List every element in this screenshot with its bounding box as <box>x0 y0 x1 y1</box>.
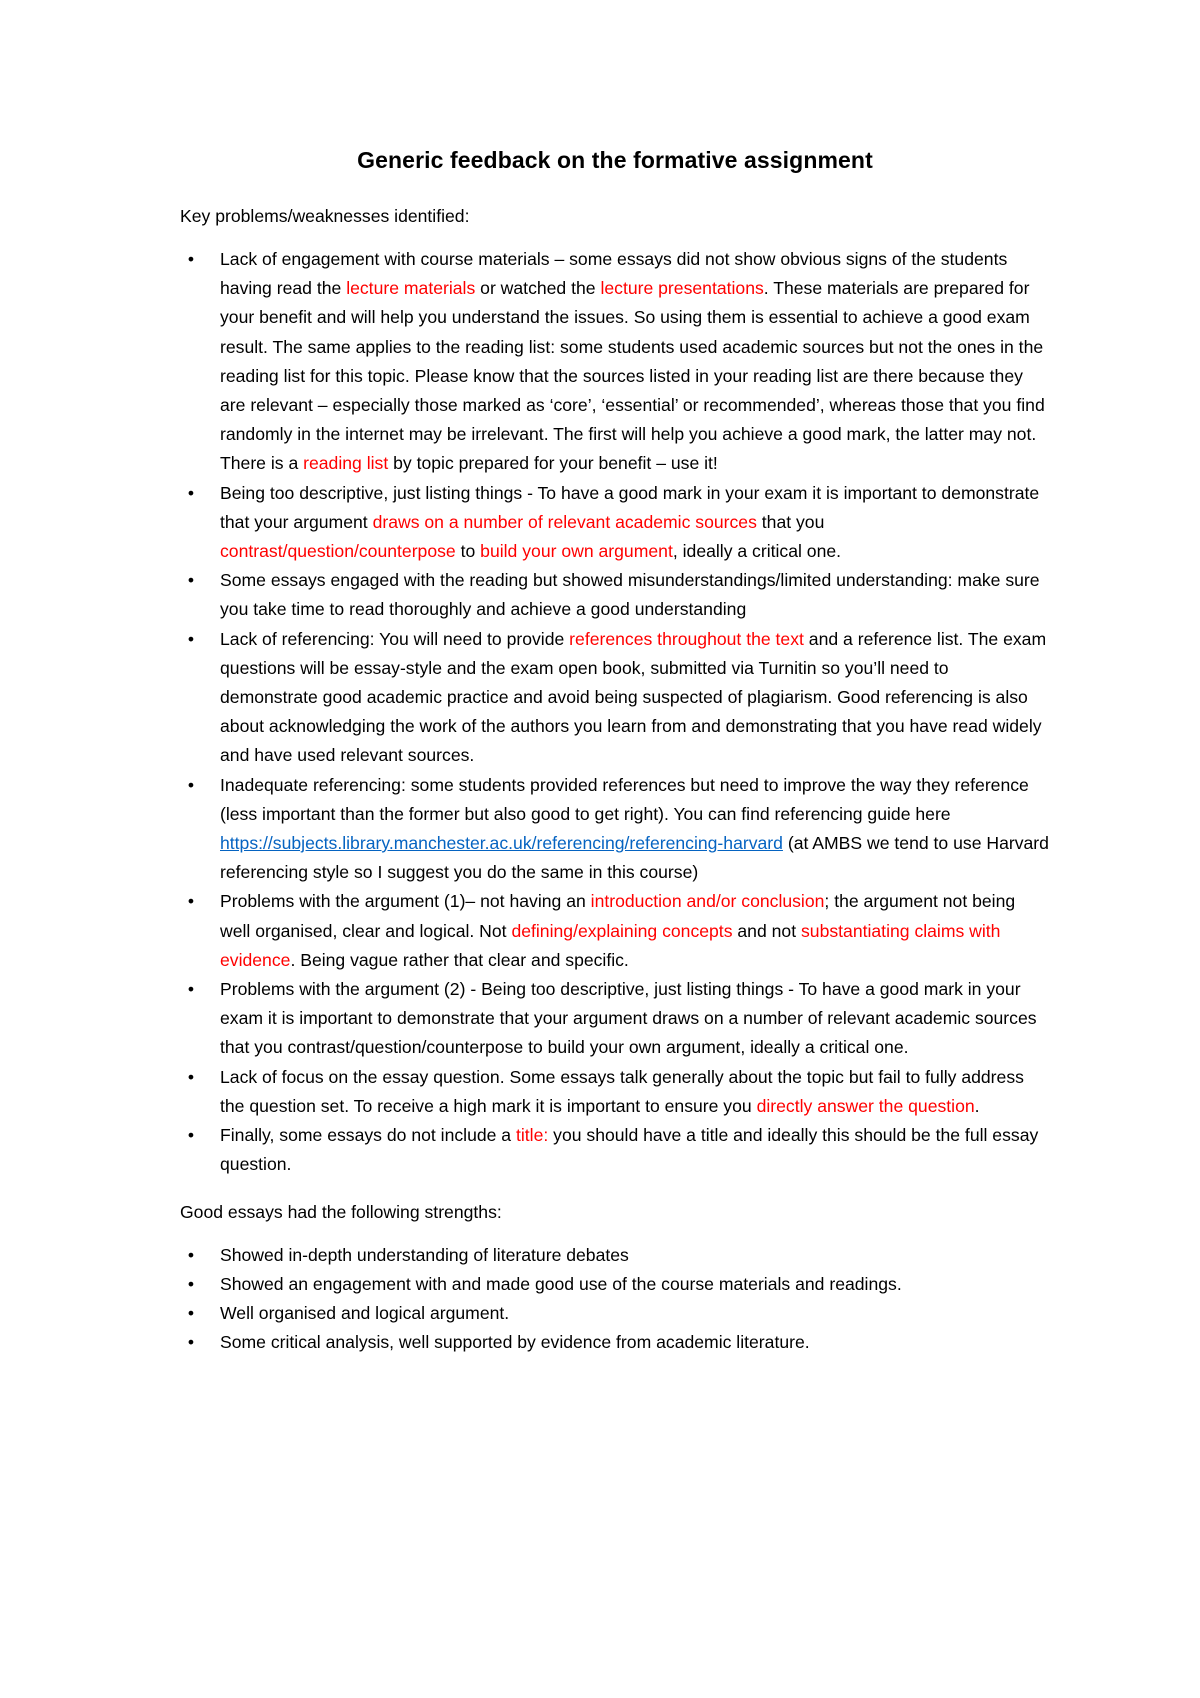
strengths-list <box>180 1241 1050 1358</box>
strength-item <box>187 1270 1050 1299</box>
item-text: or watched the <box>475 278 601 299</box>
item-text: (at AMBS we tend to use Harvard referencing style so I suggest you do the same in this course) <box>220 833 1049 883</box>
bullet-icon: • <box>187 628 195 649</box>
bullet-icon: • <box>187 1125 195 1146</box>
document-title: Generic feedback on the formative assignment <box>357 147 873 173</box>
item-text: ; the argument not being well organised, clear and logical. Not <box>220 891 1016 941</box>
emphasis-text: lecture materials <box>346 278 476 299</box>
item-text: Showed in-depth understanding of literature debates <box>220 1244 629 1265</box>
emphasis-text: substantiating claims with evidence <box>220 920 1001 970</box>
item-text: to <box>455 541 481 562</box>
problem-item <box>187 975 1050 1063</box>
emphasis-text: references throughout the text <box>569 628 804 649</box>
problem-item <box>187 771 1050 888</box>
item-text: you should have a title and ideally this should be the full essay question. <box>220 1125 1039 1175</box>
problem-item <box>187 479 1050 567</box>
item-text: Showed an engagement with and made good use of the course materials and readings. <box>220 1273 902 1294</box>
problems-heading: Key problems/weaknesses identified: <box>180 206 470 226</box>
item-text: Being too descriptive, just listing things - To have a good mark in your exam it is important to demonstrate that your argument <box>220 482 1040 532</box>
strength-item <box>187 1241 1050 1270</box>
emphasis-text: directly answer the question <box>756 1095 975 1116</box>
bullet-icon: • <box>187 249 195 269</box>
problem-item <box>187 245 1050 479</box>
emphasis-text: defining/explaining concepts <box>511 920 733 941</box>
referencing-guide-link[interactable]: https://subjects.library.manchester.ac.uk/referencing/referencing-harvard <box>220 833 783 854</box>
emphasis-text: draws on a number of relevant academic sources <box>372 511 757 532</box>
item-text: and a reference list. The exam questions will be essay-style and the exam open book, submitted via Turnitin so you’ll need to demonstrate good academic practice and avoid being suspected of plagiarism. Good referencing is also about acknowledging the work of the authors you learn from and demonstrating that you have read widely and have used relevant sources. <box>220 628 1047 766</box>
bullet-icon: • <box>187 774 195 795</box>
emphasis-text: contrast/question/counterpose <box>220 541 456 562</box>
item-text: Well organised and logical argument. <box>220 1302 510 1323</box>
bullet-icon: • <box>187 482 195 503</box>
item-text: Problems with the argument (1)– not having an <box>220 891 591 912</box>
item-text: Lack of focus on the essay question. Some essays talk generally about the topic but fail to fully address the question set. To receive a high mark it is important to ensure you <box>220 1066 1024 1116</box>
problem-item <box>187 1121 1050 1179</box>
item-text: . <box>974 1095 980 1116</box>
item-text: , ideally a critical one. <box>672 541 842 562</box>
item-text: Some critical analysis, well supported by evidence from academic literature. <box>220 1332 810 1353</box>
emphasis-text: reading list <box>303 453 389 474</box>
bullet-icon: • <box>187 1332 195 1353</box>
bullet-icon: • <box>187 570 195 591</box>
item-text: Problems with the argument (2) - Being too descriptive, just listing things - To have a good mark in your exam it is important to demonstrate that your argument draws on a number of relevant academic sources that you contrast/question/counterpose to build your own argument, ideally a critical one. <box>220 979 1037 1058</box>
strength-item <box>187 1328 1050 1357</box>
emphasis-text: title: <box>515 1125 549 1146</box>
bullet-icon: • <box>187 891 195 912</box>
problem-item <box>187 887 1050 975</box>
emphasis-text: introduction and/or conclusion <box>590 891 825 912</box>
item-text: Inadequate referencing: some students provided references but need to improve the way they reference (less important than the former but also good to get right). You can find referencing guide here <box>220 774 1029 824</box>
emphasis-text: build your own argument <box>480 541 673 562</box>
bullet-icon: • <box>187 1244 195 1265</box>
problem-item <box>187 1063 1050 1121</box>
bullet-icon: • <box>187 979 195 1000</box>
item-text: . These materials are prepared for your benefit and will help you understand the issues. So using them is essential to achieve a good exam result. The same applies to the reading list: some students used academic sources but not the ones in the reading list for this topic. Please know that the sources listed in your reading list are there because they are relevant – especially those marked as ‘core’, ‘essential’ or recommended’, whereas those that you find randomly in the internet may be irrelevant. The first will help you achieve a good mark, the latter may not. There is a <box>220 278 1045 474</box>
item-text: . Being vague rather that clear and specific. <box>290 949 629 970</box>
strength-item <box>187 1299 1050 1328</box>
problems-list <box>180 245 1050 1180</box>
item-text: that you <box>756 511 825 532</box>
bullet-icon: • <box>187 1302 195 1323</box>
emphasis-text: lecture presentations <box>600 278 764 299</box>
problem-item <box>187 566 1050 624</box>
item-text: Lack of engagement with course materials – some essays did not show obvious signs of the students having read the <box>220 249 1008 299</box>
item-text: Some essays engaged with the reading but showed misunderstandings/limited understanding: make sure you take time to read thoroughly and achieve a good understanding <box>220 570 1040 620</box>
item-text: Lack of referencing: You will need to provide <box>220 628 570 649</box>
item-text: by topic prepared for your benefit – use it! <box>388 453 718 474</box>
bullet-icon: • <box>187 1273 195 1294</box>
item-text: and not <box>732 920 801 941</box>
bullet-icon: • <box>187 1066 195 1087</box>
problem-item <box>187 625 1050 771</box>
strengths-heading: Good essays had the following strengths: <box>180 1201 502 1222</box>
item-text: Finally, some essays do not include a <box>220 1125 516 1146</box>
